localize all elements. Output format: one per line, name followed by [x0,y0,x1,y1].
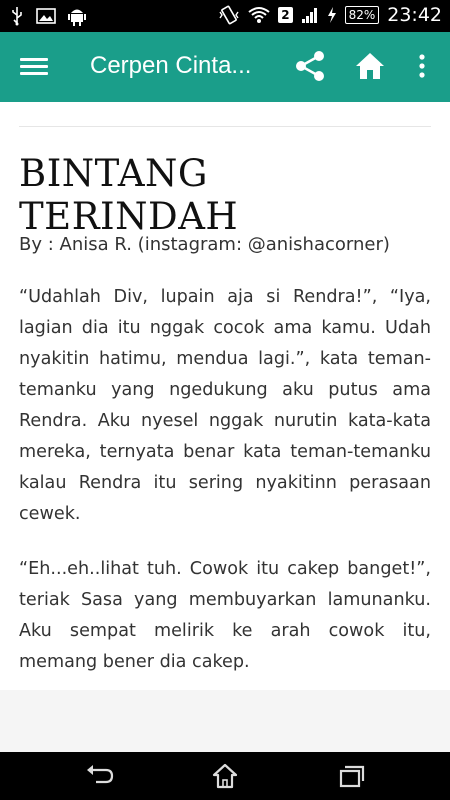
recent-apps-button[interactable] [336,762,366,790]
divider [19,126,431,127]
share-icon [293,49,327,83]
home-nav-icon [210,762,240,790]
battery-indicator: 82% [345,6,380,24]
app-bar [0,32,450,102]
menu-icon [20,58,48,61]
home-icon [354,50,386,82]
status-bar [0,0,450,32]
system-status-icons [218,4,442,26]
app-title: Cerpen Cinta... [90,52,252,79]
story-paragraph: “Udahlah Div, lupain aja si Rendra!”, “Iya, lagian dia itu nggak cocok ama kamu. Udah nyakitin hatimu, mendua lagi.”, kata teman-temanku yang ngedukung aku putus ama Rendra. Aku nyesel nggak nurutin kata-kata mereka, ternyata benar kata teman-temanku kalau Rendra itu sering nyakitinn perasaan cewek. [19,287,431,524]
back-icon [84,762,114,790]
signal-icon [301,6,319,24]
more-vert-icon [412,52,432,82]
story-title: BINTANG TERINDAH [19,152,239,238]
home-nav-button[interactable] [210,762,240,790]
usb-icon [10,6,24,26]
image-icon [36,7,56,25]
recent-apps-icon [336,762,366,790]
notification-icons [10,6,86,26]
menu-button[interactable] [20,54,48,80]
story-paragraph: “Eh...eh..lihat tuh. Cowok itu cakep banget!”, teriak Sasa yang membuyarkan lamunanku. Aku sempat melirik ke arah cowok itu, memang bener dia cakep. [19,559,431,672]
more-options-button[interactable] [412,52,432,82]
sim-badge: 2 [278,7,292,23]
wifi-icon [248,6,270,24]
home-button[interactable] [354,50,386,82]
story-content[interactable] [0,102,450,690]
status-time: 23:42 [387,4,442,26]
charging-icon [327,6,337,24]
back-button[interactable] [84,762,114,790]
vibrate-icon [218,4,240,26]
story-byline: By : Anisa R. (instagram: @anishacorner) [19,234,390,255]
android-icon [68,6,86,26]
navigation-bar [0,752,450,800]
share-button[interactable] [293,49,327,83]
